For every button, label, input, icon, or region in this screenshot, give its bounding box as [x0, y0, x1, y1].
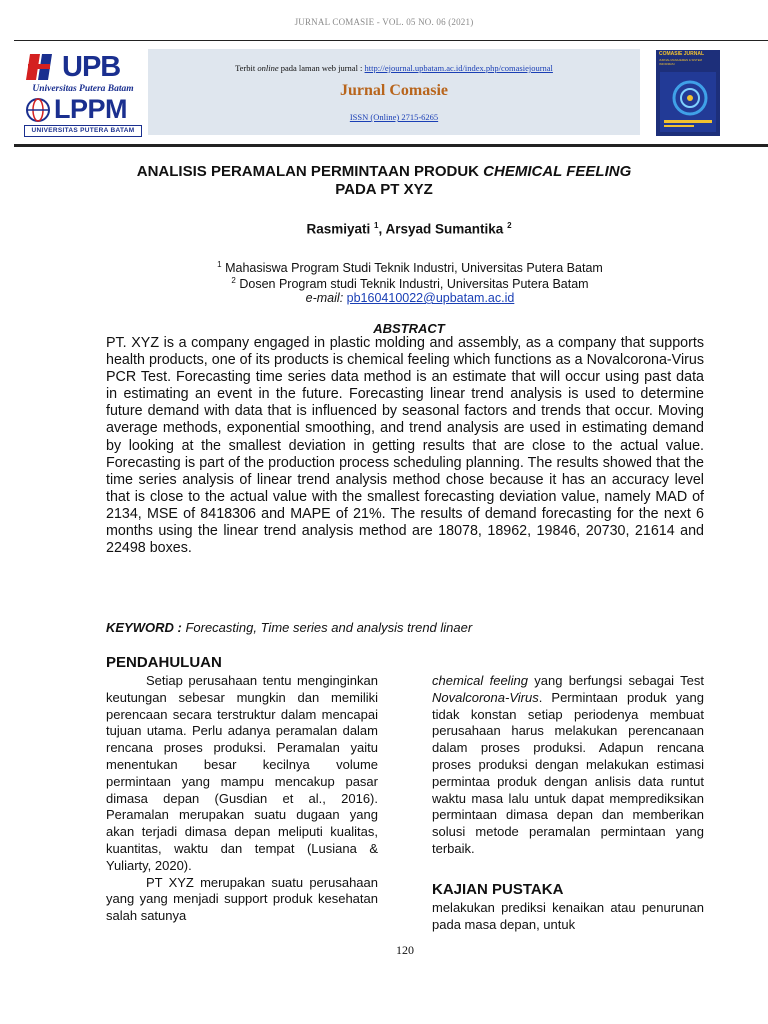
paragraph [432, 673, 704, 858]
journal-cover-image [656, 50, 720, 136]
paragraph: PT XYZ merupakan suatu perusahaan yang yang menjadi support produk kesehatan salah satunya [106, 874, 378, 924]
cover-art-icon [660, 72, 716, 132]
affil-1-text: Mahasiswa Program Studi Teknik Industri, Universitas Putera Batam [225, 261, 603, 276]
affil-2-text: Dosen Program studi Teknik Industri, Universitas Putera Batam [239, 277, 589, 292]
email-link[interactable]: pb160410022@upbatam.ac.id [346, 291, 515, 305]
journal-name: Jurnal Comasie [340, 82, 448, 99]
author-2: Arsyad Sumantika [385, 221, 504, 237]
affil-2-sup: 2 [231, 276, 236, 285]
upb-wordmark: UPB [62, 51, 121, 83]
keyword-label: KEYWORD : [106, 620, 182, 635]
title-line1-prefix: ANALISIS PERAMALAN PERMINTAAN PRODUK [136, 163, 484, 180]
paragraph: melakukan prediksi kenaikan atau penurunan pada masa depan, untuk [432, 900, 704, 932]
title-line1-italic: CHEMICAL FEELING [483, 163, 632, 180]
upb-emblem-icon [24, 52, 60, 82]
paper-authors [0, 221, 768, 237]
email-line [0, 290, 768, 306]
section-heading-pendahuluan: PENDAHULUAN [106, 654, 222, 671]
issn-link[interactable]: ISSN (Online) 2715-6265 [349, 112, 439, 122]
lppm-logo [24, 96, 142, 124]
university-logo [24, 50, 142, 136]
section-heading-kajian-pustaka: KAJIAN PUSTAKA [432, 881, 564, 898]
journal-url-link[interactable]: http://ejournal.upbatam.ac.id/index.php/comasiejournal [364, 63, 553, 73]
page-number: 120 [396, 943, 414, 957]
author-sep: , [378, 221, 386, 237]
author-2-sup: 2 [507, 221, 512, 230]
text-run: . Permintaan produk yang tidak konstan setiap periodenya membuat perusahaan harus melakukan perencanaan dalam proses produksi. Adapun rencana proses produksi dengan melakukan estimasi permintaa produk dengan anlisis data runtut waktu masa lalu untuk dapat memprediksikan permintaan dimasa depan dan memberikan solusi metode peramalan permintaan yang terbaik. [432, 689, 704, 856]
journal-header-band [148, 49, 640, 135]
right-column [432, 673, 704, 858]
paragraph: Setiap perusahaan tentu menginginkan keutungan sebesar mungkin dan memiliki perencaan secara terstruktur dalam mencapai tujuan utama. Perlu adanya peramalan dalam rencana proses produksi. Peramalan yaitu menentukan besar kecilnya volume permintaan yang mampu mencakup pasar dimasa depan (Gusdian et al., 2016). Peramalan merupakan suatu dugaan yang akan terjadi dimasa depan meliputi kualitas, kuantitas, waktu dan tempat (Lusiana & Yuliarty, 2020). [106, 673, 378, 873]
university-band: UNIVERSITAS PUTERA BATAM [24, 125, 142, 137]
left-column [106, 673, 378, 925]
header-top-rule [14, 40, 768, 41]
publish-prefix: Terbit [235, 63, 258, 73]
email-label: e-mail: [305, 291, 344, 305]
running-head: JURNAL COMASIE - VOL. 05 NO. 06 (2021) [294, 17, 474, 27]
italic-term: chemical feeling [432, 673, 528, 688]
author-1-sup: 1 [374, 221, 379, 230]
header-bottom-rule [14, 144, 768, 147]
abstract-heading: ABSTRACT [373, 321, 445, 336]
publish-middle: pada laman web jurnal : [278, 63, 365, 73]
lppm-globe-icon [24, 96, 54, 124]
author-1: Rasmiyati [306, 221, 371, 237]
keyword-value: Forecasting, Time series and analysis trend linaer [181, 620, 473, 635]
cover-subtitle: JURNAL MANAJEMEN & SISTEM INFORMASI [659, 58, 702, 66]
keyword-line [106, 620, 706, 635]
publish-online: online [257, 63, 279, 73]
title-line2: PADA PT XYZ [335, 181, 433, 198]
university-name: Universitas Putera Batam [32, 84, 134, 94]
affil-1-sup: 1 [217, 260, 222, 269]
lppm-wordmark: LPPM [54, 94, 128, 124]
upb-logo [24, 52, 142, 82]
paper-title [60, 163, 708, 199]
abstract-text: PT. XYZ is a company engaged in plastic molding and assembly, as a company that supports health products, one of its products is chemical feeling which functions as a Novalcorona-Virus PCR Test. Forecasting time series data method is an estimate that will occur using past data in estimating an event in the future. Forecasting linear trend analysis is used to determine future demand with data that is influenced by seasonal factors and trends that occur. Moving average methods, exponential smoothing, and trend analysis are used in estimating demand by looking at the smallest deviation in getting results that are close to the actual value. Forecasting is part of the production process scheduling planning. The results showed that the time series analysis of linear trend analysis method chose because it has an accuracy level that is close to the actual value with the smallest forecasting deviation value, namely MAD of 2134, MSE of 8418306 and MAPE of 21%. The results of demand forecasting for the next 6 months using the linear trend analysis method are 18078, 18962, 19846, 20730, 21614 and 22498 boxes. [106, 335, 704, 557]
text-run: yang berfungsi sebagai Test [527, 673, 704, 688]
publish-line [148, 63, 640, 73]
cover-title: COMASIE JURNAL [659, 51, 705, 57]
italic-term: Novalcorona-Virus [432, 689, 539, 705]
right-column-continued [432, 900, 704, 934]
